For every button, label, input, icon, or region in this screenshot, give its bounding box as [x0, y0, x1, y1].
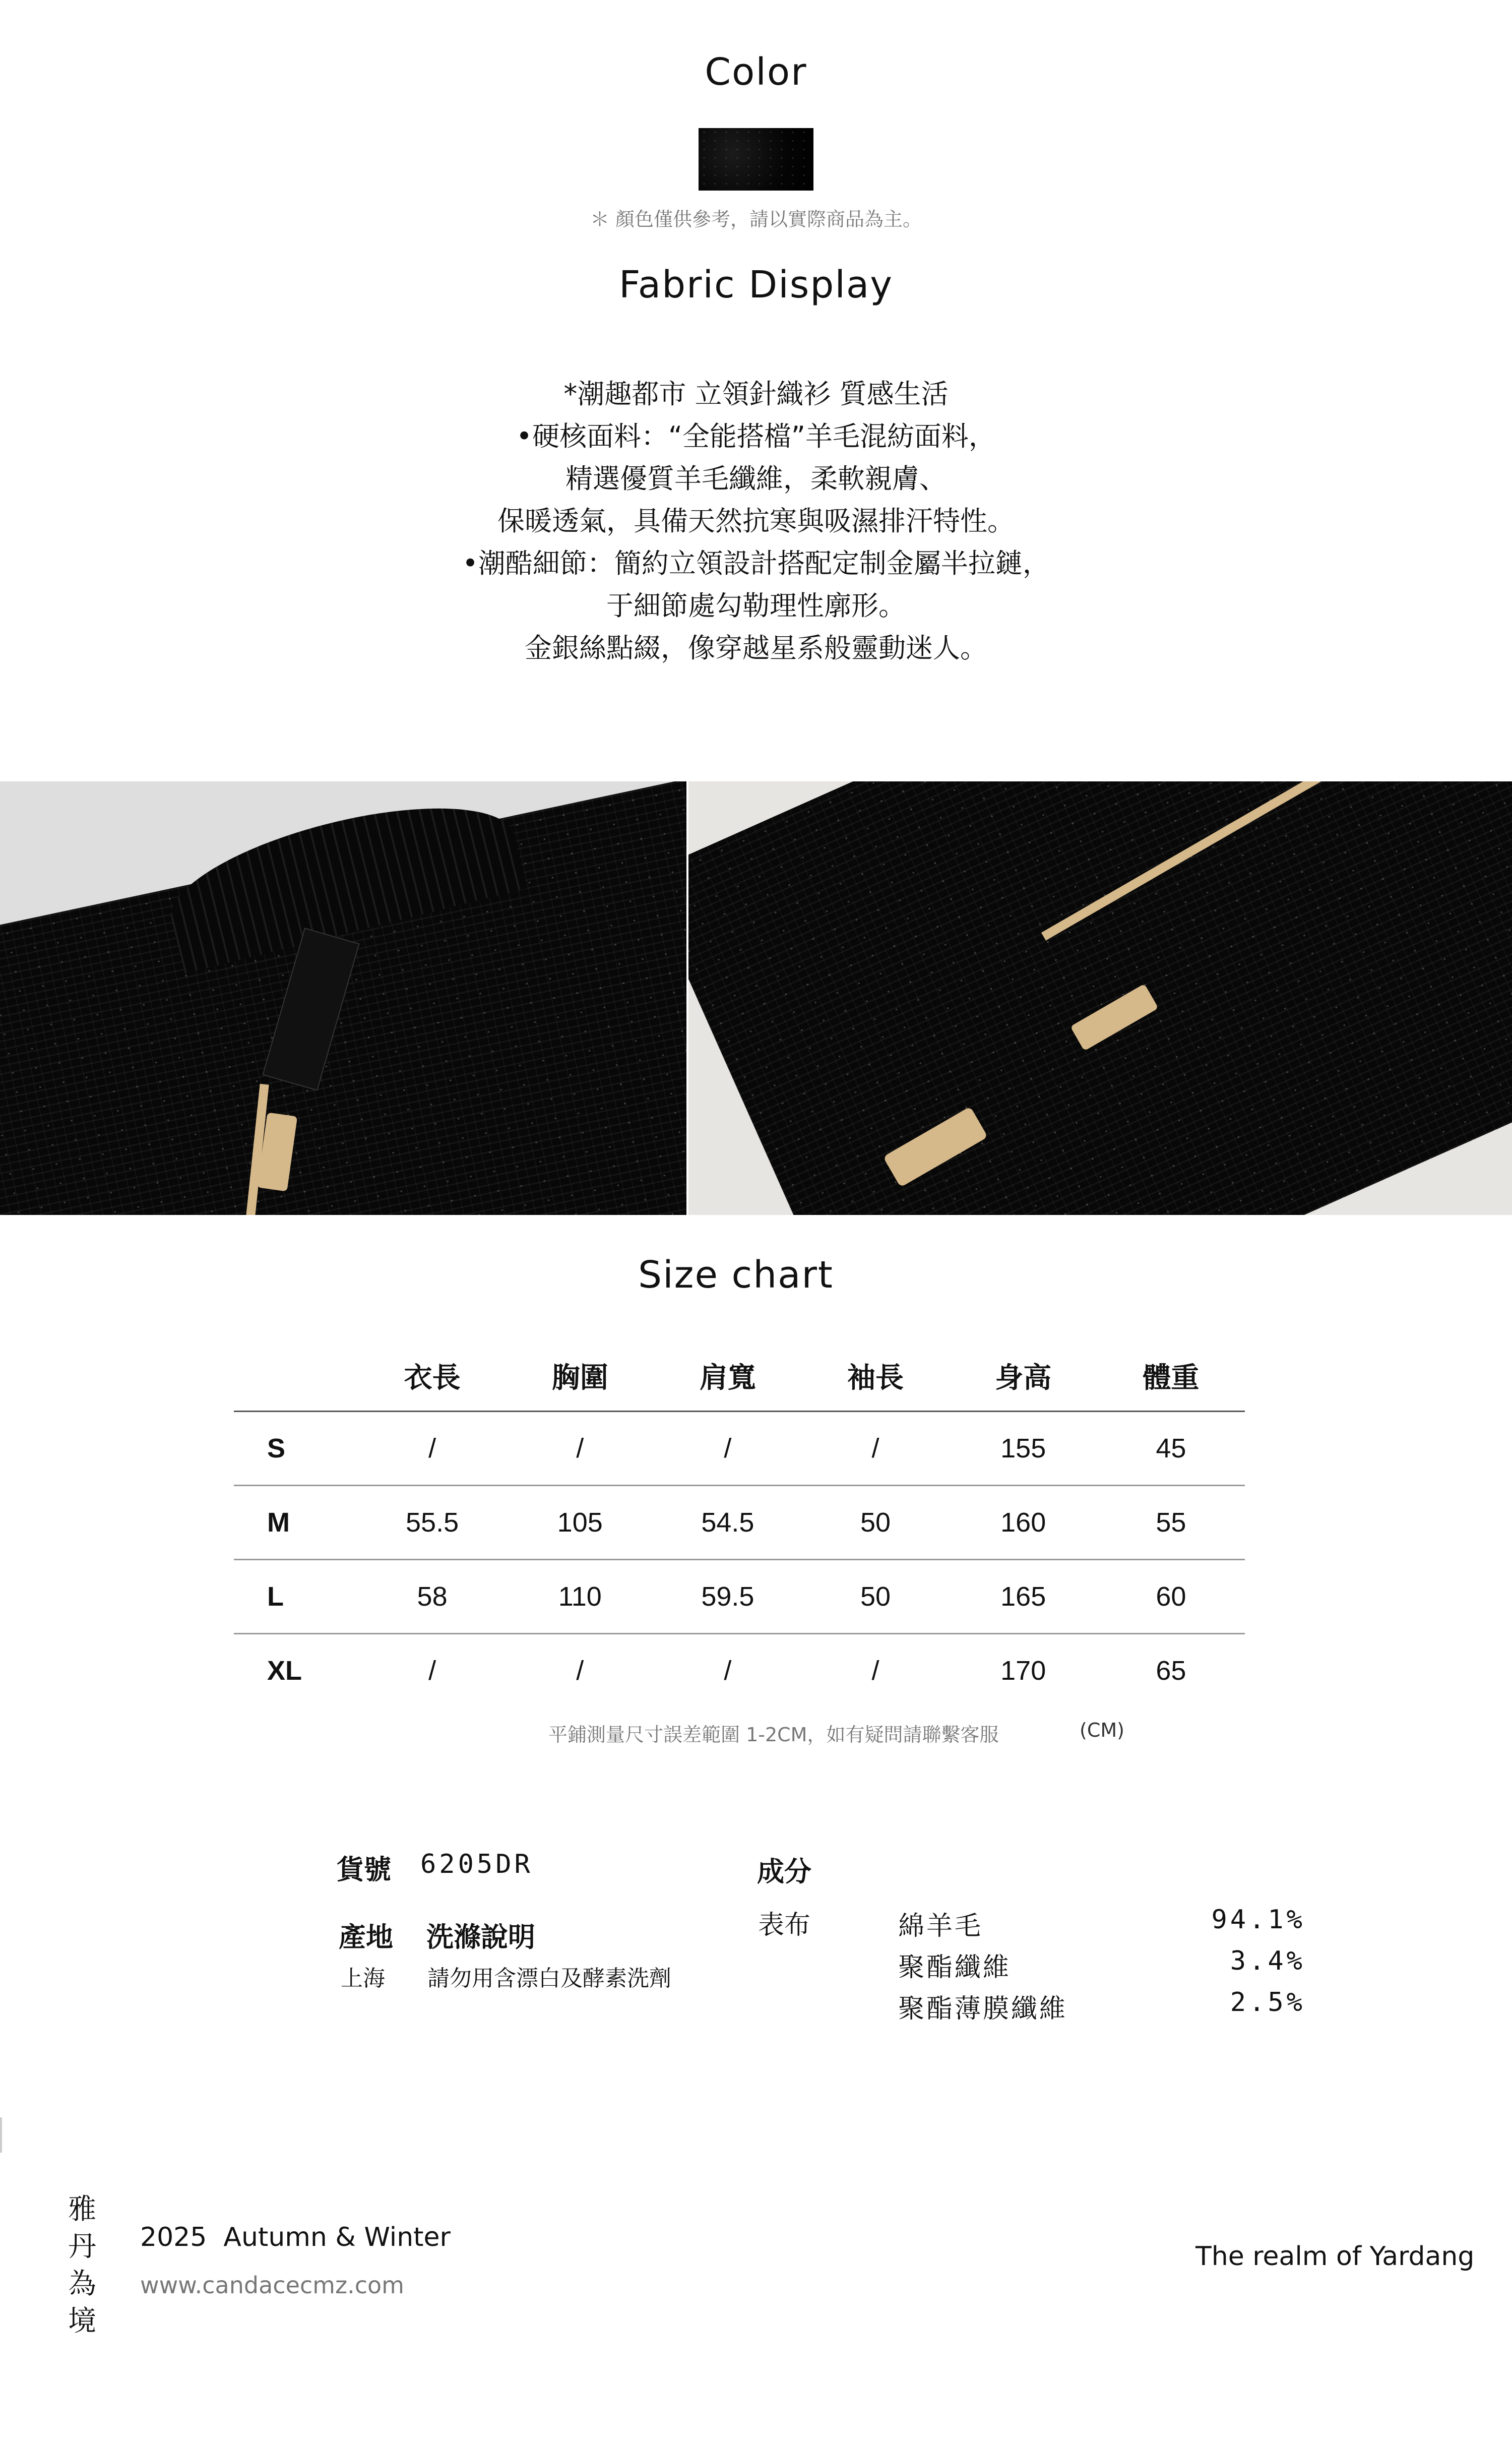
- material-name: 聚酯纖維: [898, 1952, 1012, 1983]
- column-header: [234, 1341, 358, 1412]
- table-cell: 50: [801, 1486, 949, 1560]
- material-name: 綿羊毛: [898, 1911, 983, 1941]
- website-link[interactable]: www.candacecmz.com: [140, 2272, 404, 2299]
- table-cell: 110: [506, 1560, 654, 1634]
- description-line: 保暖透氣，具備天然抗寒與吸濕排汗特性。: [497, 505, 1015, 537]
- table-cell: 160: [950, 1486, 1097, 1560]
- table-header-row: [234, 1341, 1245, 1412]
- item-number: 6205DR: [420, 1849, 533, 1879]
- size-chart-title: Size chart: [638, 1253, 834, 1297]
- table-cell: /: [576, 1656, 584, 1686]
- description-line: •硬核面料：“全能搭檔”羊毛混紡面料，: [516, 420, 996, 452]
- table-cell: /: [428, 1656, 436, 1686]
- table-row: [234, 1412, 1245, 1486]
- table-cell: 59.5: [654, 1560, 801, 1634]
- color-note: ＊ 顏色僅供參考，請以實際商品為主。: [590, 208, 922, 230]
- wash-instruction: 請勿用含漂白及酵素洗劑: [427, 1966, 671, 1991]
- material-percent: 2.5%: [1230, 1987, 1305, 2018]
- table-row: [234, 1634, 1245, 1707]
- color-title: Color: [705, 50, 807, 94]
- table-cell: 55.5: [358, 1486, 506, 1560]
- table-cell: /: [506, 1412, 654, 1486]
- fabric-description: [0, 373, 1512, 669]
- table-cell: 60: [1097, 1560, 1245, 1634]
- fabric-title: Fabric Display: [618, 263, 894, 307]
- size-table: [234, 1341, 1245, 1707]
- table-cell: 55: [1097, 1486, 1245, 1560]
- table-cell: 65: [1156, 1656, 1186, 1686]
- brand-char: 為: [68, 2268, 96, 2300]
- table-cell: /: [654, 1412, 801, 1486]
- column-header: 身高: [950, 1341, 1097, 1412]
- fabric-label: 表布: [758, 1910, 811, 1940]
- description-line: 精選優質羊毛纖維，柔軟親膚、: [565, 463, 947, 495]
- table-cell: 105: [506, 1486, 654, 1560]
- item-number-label: 貨號: [337, 1854, 391, 1885]
- table-cell: 165: [950, 1560, 1097, 1634]
- brand-char: 雅: [68, 2193, 96, 2226]
- table-cell: 58: [358, 1560, 506, 1634]
- column-header: 胸圍: [506, 1341, 654, 1412]
- table-cell: 45: [1097, 1412, 1245, 1486]
- brand-char: 境: [68, 2305, 96, 2338]
- table-row: [234, 1486, 1245, 1560]
- brand-char: 丹: [68, 2230, 96, 2263]
- wash-label: 洗滌說明: [426, 1921, 535, 1953]
- column-header: 體重: [1097, 1341, 1245, 1412]
- table-cell: 170: [1000, 1656, 1046, 1686]
- material-percent: 3.4%: [1230, 1946, 1305, 1976]
- material-name: 聚酯薄膜纖維: [898, 1994, 1068, 2024]
- size-label: M: [234, 1486, 358, 1560]
- edge-divider: [0, 2117, 2, 2153]
- season-label: 2025 Autumn & Winter: [140, 2222, 451, 2252]
- material-percent: 94.1%: [1211, 1905, 1305, 1935]
- size-label: XL: [267, 1656, 302, 1686]
- description-line: 金銀絲點綴，像穿越星系般靈動迷人。: [525, 632, 987, 664]
- table-cell: /: [801, 1412, 949, 1486]
- brand-vertical-logo: [65, 2191, 100, 2340]
- column-header: 肩寬: [654, 1341, 801, 1412]
- fabric-photo-collar: [0, 781, 686, 1215]
- description-line: 于細節處勾勒理性廓形。: [606, 590, 906, 622]
- size-label: L: [234, 1560, 358, 1634]
- description-line: *潮趣都市 立領針織衫 質感生活: [563, 378, 949, 410]
- column-header: 袖長: [801, 1341, 949, 1412]
- size-chart-note: 平鋪測量尺寸誤差範圍 1-2CM，如有疑問請聯繫客服: [548, 1724, 999, 1746]
- table-cell: 50: [801, 1560, 949, 1634]
- table-cell: /: [724, 1656, 732, 1686]
- origin-label: 產地: [339, 1921, 393, 1953]
- table-cell: /: [358, 1412, 506, 1486]
- tagline: The realm of Yardang: [1195, 2241, 1475, 2272]
- column-header: 衣長: [358, 1341, 506, 1412]
- table-cell: 155: [950, 1412, 1097, 1486]
- composition-label: 成分: [757, 1856, 811, 1887]
- fabric-photo-zipper: [688, 781, 1512, 1215]
- color-swatch-black[interactable]: [699, 128, 813, 191]
- table-cell: /: [871, 1656, 879, 1686]
- table-row: [234, 1560, 1245, 1634]
- size-label: S: [234, 1412, 358, 1486]
- table-cell: 54.5: [654, 1486, 801, 1560]
- origin-value: 上海: [341, 1966, 385, 1991]
- description-line: •潮酷細節：簡約立領設計搭配定制金屬半拉鏈，: [462, 547, 1050, 579]
- size-chart-unit: (CM): [1080, 1719, 1124, 1741]
